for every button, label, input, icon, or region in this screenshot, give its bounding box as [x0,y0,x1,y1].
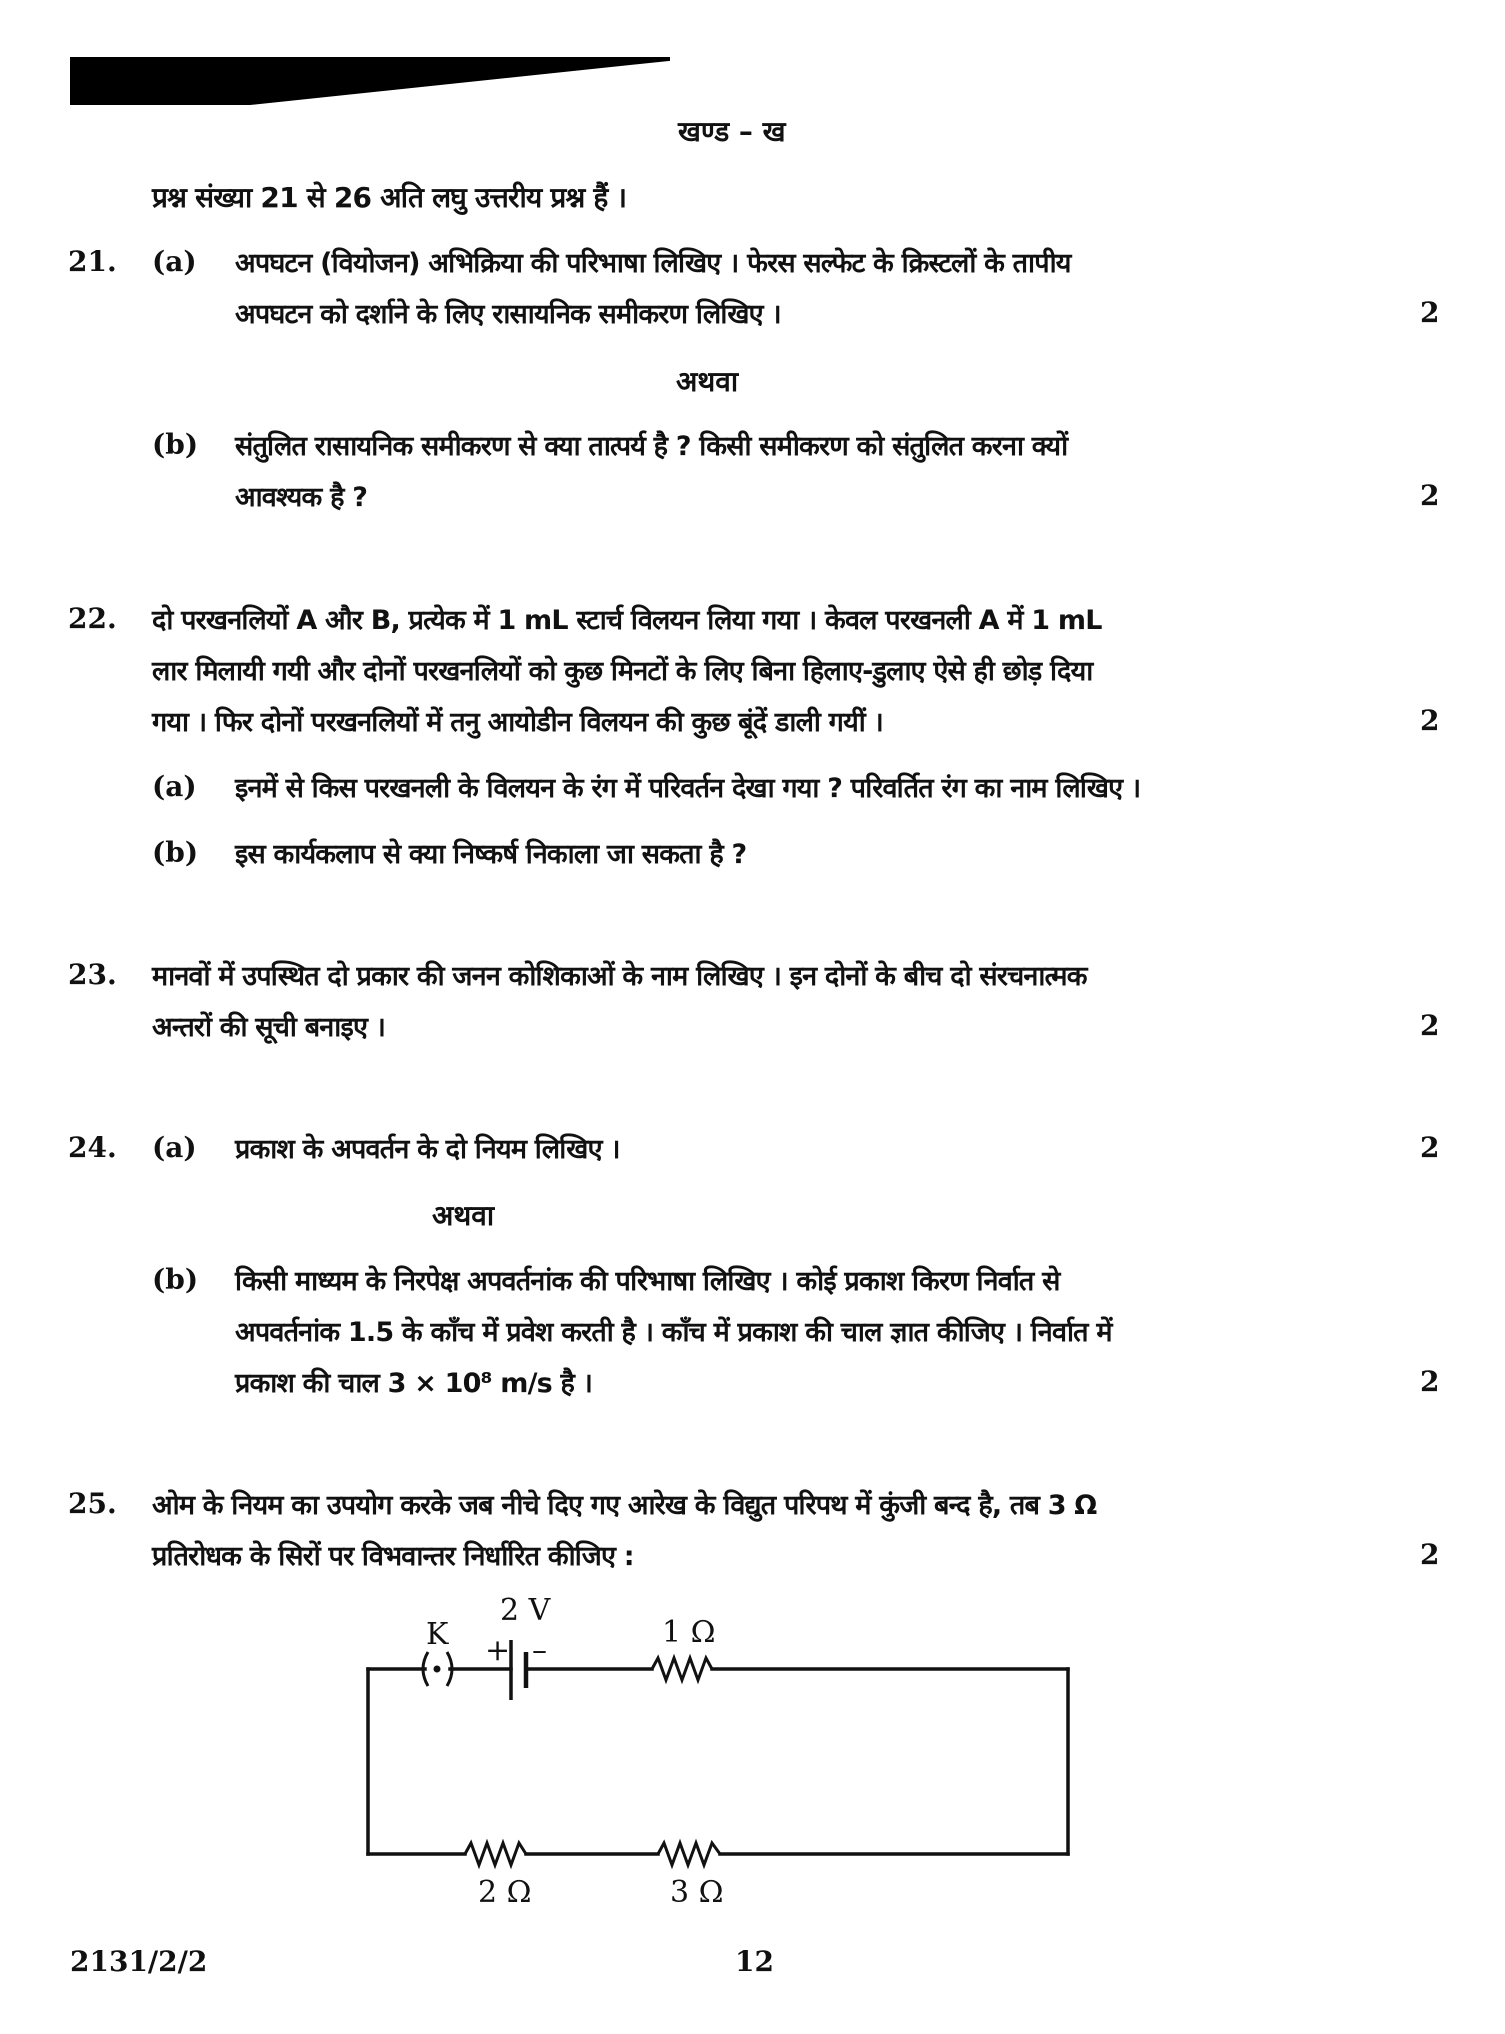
key-icon [423,1652,452,1686]
q21-part-b-label: (b) [152,428,199,461]
q23-marks: 2 [1420,1009,1440,1042]
q24-part-a-marks: 2 [1420,1131,1440,1164]
q21-part-b-line-2: आवश्यक है ? [235,482,368,513]
q25-marks: 2 [1420,1538,1440,1571]
q24-part-b-marks: 2 [1420,1365,1440,1398]
key-label: K [426,1617,449,1652]
resistor-2-ohm-icon [465,1843,526,1865]
q21-part-a-label: (a) [152,245,197,278]
question-number-21: 21. [68,245,117,278]
paper-code: 2131/2/2 [70,1945,208,1978]
q22-part-a-text: इनमें से किस परखनली के विलयन के रंग में परिवर्तन देखा गया ? परिवर्तित रंग का नाम लिखिए । [235,773,1141,804]
resistor-1-ohm-icon [652,1658,712,1680]
page-number: 12 [735,1945,774,1978]
q22-part-b-text: इस कार्यकलाप से क्या निष्कर्ष निकाला जा सकता है ? [235,839,747,870]
battery-minus-label: – [532,1633,547,1668]
section-instruction: प्रश्न संख्या 21 से 26 अति लघु उत्तरीय प्रश्न हैं । [152,181,627,214]
q21-part-b-marks: 2 [1420,479,1440,512]
q24-part-a-label: (a) [152,1131,197,1164]
q25-line-2: प्रतिरोधक के सिरों पर विभवान्तर निर्धारित कीजिए : [152,1541,634,1572]
q21-part-a-line-2: अपघटन को दर्शाने के लिए रासायनिक समीकरण लिखिए । [235,299,781,330]
header-black-bar [70,57,670,105]
question-number-24: 24. [68,1131,117,1164]
resistor-2-label: 2 Ω [478,1875,532,1910]
q22-line-3: गया । फिर दोनों परखनलियों में तनु आयोडीन विलयन की कुछ बूंदें डाली गयीं । [152,707,883,738]
q24-part-b-line-1: किसी माध्यम के निरपेक्ष अपवर्तनांक की परिभाषा लिखिए । कोई प्रकाश किरण निर्वात से [235,1266,1060,1297]
question-number-25: 25. [68,1487,117,1520]
q24-part-b-line-2: अपवर्तनांक 1.5 के काँच में प्रवेश करती है । काँच में प्रकाश की चाल ज्ञात कीजिए । निर्वात में [235,1317,1112,1348]
q22-line-1: दो परखनलियों A और B, प्रत्येक में 1 mL स्टार्च विलयन लिया गया । केवल परखनली A में 1 mL [152,605,1102,636]
battery-icon [511,1640,526,1700]
q22-part-b-label: (b) [152,836,199,869]
q22-part-a-label: (a) [152,770,197,803]
q23-line-1: मानवों में उपस्थित दो प्रकार की जनन कोशिकाओं के नाम लिखिए । इन दोनों के बीच दो संरचनात्मक [152,961,1087,992]
q24-part-b-label: (b) [152,1263,199,1296]
q24-or-label: अथवा [432,1199,495,1232]
q21-part-a-marks: 2 [1420,296,1440,329]
q24-part-a-line-1: प्रकाश के अपवर्तन के दो नियम लिखिए । [235,1134,620,1165]
q21-part-a-line-1: अपघटन (वियोजन) अभिक्रिया की परिभाषा लिखिए । फेरस सल्फेट के क्रिस्टलों के तापीय [235,248,1071,279]
q22-marks: 2 [1420,704,1440,737]
q21-part-b-line-1: संतुलित रासायनिक समीकरण से क्या तात्पर्य है ? किसी समीकरण को संतुलित करना क्यों [235,431,1068,462]
q22-line-2: लार मिलायी गयी और दोनों परखनलियों को कुछ मिनटों के लिए बिना हिलाए-डुलाए ऐसे ही छोड़ दिया [152,656,1093,687]
question-number-22: 22. [68,602,117,635]
resistor-3-label: 3 Ω [670,1875,724,1910]
circuit-diagram [340,1580,1100,1920]
q25-line-1: ओम के नियम का उपयोग करके जब नीचे दिए गए आरेख के विद्युत परिपथ में कुंजी बन्द है, तब 3 Ω [152,1490,1097,1521]
resistor-3-ohm-icon [658,1843,720,1865]
resistor-1-label: 1 Ω [662,1615,716,1650]
battery-voltage-label: 2 V [500,1593,551,1628]
q24-part-b-line-3: प्रकाश की चाल 3 × 10⁸ m/s है । [235,1368,593,1399]
section-title: खण्ड – ख [678,115,786,148]
question-number-23: 23. [68,958,117,991]
battery-plus-label: + [485,1633,511,1668]
q23-line-2: अन्तरों की सूची बनाइए । [152,1012,386,1043]
q21-or-label: अथवा [676,365,739,398]
